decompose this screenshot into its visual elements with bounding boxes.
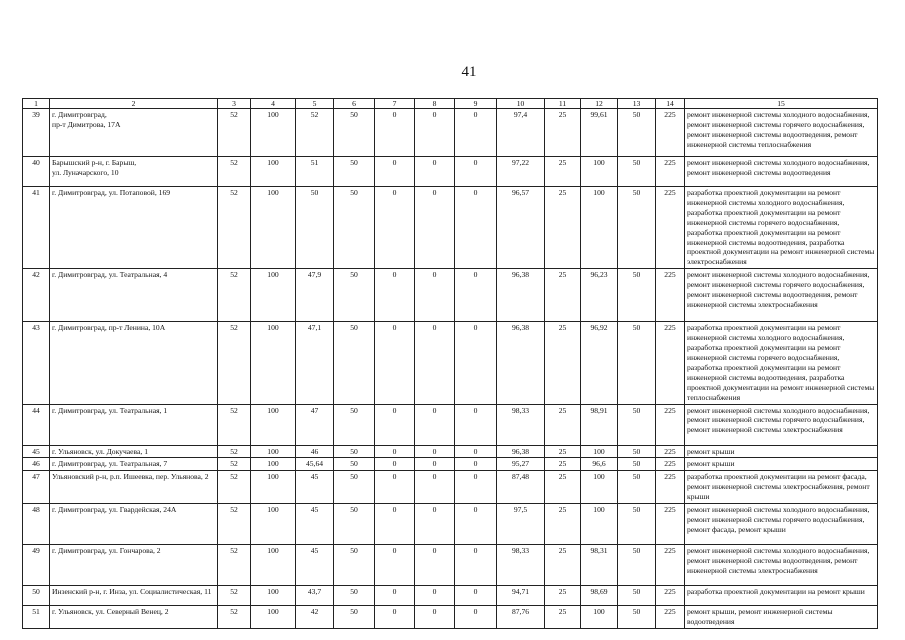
col-6-cell: 50 <box>334 322 375 404</box>
col-5-cell: 47 <box>296 404 334 445</box>
col-7-cell: 0 <box>375 606 415 629</box>
col-6-cell: 50 <box>334 187 375 269</box>
row-number-cell: 42 <box>23 269 50 322</box>
address-cell: г. Димитровград, ул. Гончарова, 2 <box>50 545 218 586</box>
col-4-cell: 100 <box>251 606 296 629</box>
address-cell: г. Димитровград, пр-т Ленина, 10А <box>50 322 218 404</box>
col-8-cell: 0 <box>415 187 455 269</box>
col-13-cell: 50 <box>618 586 656 606</box>
address-cell: Барышский р-н, г. Барыш, ул. Луначарского, 10 <box>50 157 218 187</box>
col-10-cell: 87,48 <box>497 471 545 504</box>
col-12-cell: 100 <box>581 471 618 504</box>
table-row <box>23 109 878 157</box>
table-row <box>23 504 878 545</box>
column-header: 4 <box>251 99 296 109</box>
col-9-cell: 0 <box>455 322 497 404</box>
column-header: 9 <box>455 99 497 109</box>
col-5-cell: 42 <box>296 606 334 629</box>
column-header: 15 <box>685 99 878 109</box>
col-14-cell: 225 <box>656 269 685 322</box>
col-7-cell: 0 <box>375 322 415 404</box>
col-10-cell: 97,22 <box>497 157 545 187</box>
col-7-cell: 0 <box>375 504 415 545</box>
table-row <box>23 545 878 586</box>
col-3-cell: 52 <box>218 109 251 157</box>
col-7-cell: 0 <box>375 404 415 445</box>
col-9-cell: 0 <box>455 187 497 269</box>
col-3-cell: 52 <box>218 606 251 629</box>
col-5-cell: 45,64 <box>296 458 334 471</box>
col-9-cell: 0 <box>455 157 497 187</box>
column-header: 8 <box>415 99 455 109</box>
col-3-cell: 52 <box>218 586 251 606</box>
col-9-cell: 0 <box>455 471 497 504</box>
col-6-cell: 50 <box>334 404 375 445</box>
works-cell: ремонт инженерной системы холодного водоснабжения, ремонт инженерной системы водоотведения <box>685 157 878 187</box>
row-number-cell: 51 <box>23 606 50 629</box>
col-13-cell: 50 <box>618 187 656 269</box>
works-cell: ремонт крыши, ремонт инженерной системы водоотведения <box>685 606 878 629</box>
col-9-cell: 0 <box>455 545 497 586</box>
col-7-cell: 0 <box>375 187 415 269</box>
row-number-cell: 40 <box>23 157 50 187</box>
col-6-cell: 50 <box>334 445 375 458</box>
col-7-cell: 0 <box>375 471 415 504</box>
col-7-cell: 0 <box>375 269 415 322</box>
col-10-cell: 97,4 <box>497 109 545 157</box>
col-8-cell: 0 <box>415 545 455 586</box>
col-4-cell: 100 <box>251 458 296 471</box>
col-11-cell: 25 <box>545 445 581 458</box>
col-4-cell: 100 <box>251 586 296 606</box>
works-cell: ремонт инженерной системы холодного водоснабжения, ремонт инженерной системы горячего водоснабжения, ремонт инженерной системы водоотведения, ремонт инженерной системы электроснабжения <box>685 269 878 322</box>
address-cell: г. Ульяновск, ул. Северный Венец, 2 <box>50 606 218 629</box>
col-11-cell: 25 <box>545 545 581 586</box>
col-8-cell: 0 <box>415 109 455 157</box>
column-header: 10 <box>497 99 545 109</box>
table-row <box>23 187 878 269</box>
table-row <box>23 157 878 187</box>
col-10-cell: 95,27 <box>497 458 545 471</box>
col-13-cell: 50 <box>618 545 656 586</box>
address-cell: г. Димитровград, ул. Театральная, 1 <box>50 404 218 445</box>
col-13-cell: 50 <box>618 322 656 404</box>
works-cell: ремонт инженерной системы холодного водоснабжения, ремонт инженерной системы водоотведения, ремонт инженерной системы электроснабжения <box>685 545 878 586</box>
row-number-cell: 41 <box>23 187 50 269</box>
col-8-cell: 0 <box>415 157 455 187</box>
col-6-cell: 50 <box>334 157 375 187</box>
works-cell: ремонт крыши <box>685 445 878 458</box>
row-number-cell: 43 <box>23 322 50 404</box>
address-cell: Ульяновский р-н, р.п. Ишеевка, пер. Ульянова, 2 <box>50 471 218 504</box>
col-14-cell: 225 <box>656 471 685 504</box>
col-13-cell: 50 <box>618 458 656 471</box>
col-13-cell: 50 <box>618 269 656 322</box>
col-5-cell: 52 <box>296 109 334 157</box>
col-12-cell: 99,61 <box>581 109 618 157</box>
col-12-cell: 100 <box>581 157 618 187</box>
col-11-cell: 25 <box>545 322 581 404</box>
works-cell: ремонт инженерной системы холодного водоснабжения, ремонт инженерной системы горячего водоснабжения, ремонт инженерной системы водоотведения, ремонт инженерной системы теплоснабжения <box>685 109 878 157</box>
col-9-cell: 0 <box>455 404 497 445</box>
works-cell: ремонт инженерной системы холодного водоснабжения, ремонт инженерной системы горячего водоснабжения, ремонт инженерной системы электроснабжения <box>685 404 878 445</box>
address-cell: г. Ульяновск, ул. Докучаева, 1 <box>50 445 218 458</box>
col-4-cell: 100 <box>251 269 296 322</box>
col-4-cell: 100 <box>251 109 296 157</box>
col-11-cell: 25 <box>545 269 581 322</box>
col-9-cell: 0 <box>455 586 497 606</box>
col-3-cell: 52 <box>218 458 251 471</box>
col-3-cell: 52 <box>218 157 251 187</box>
col-14-cell: 225 <box>656 445 685 458</box>
col-14-cell: 225 <box>656 504 685 545</box>
col-3-cell: 52 <box>218 445 251 458</box>
col-7-cell: 0 <box>375 458 415 471</box>
col-13-cell: 50 <box>618 504 656 545</box>
col-10-cell: 98,33 <box>497 404 545 445</box>
col-4-cell: 100 <box>251 157 296 187</box>
col-11-cell: 25 <box>545 458 581 471</box>
col-11-cell: 25 <box>545 471 581 504</box>
col-7-cell: 0 <box>375 157 415 187</box>
table-row <box>23 269 878 322</box>
col-5-cell: 47,1 <box>296 322 334 404</box>
row-number-cell: 49 <box>23 545 50 586</box>
column-header: 6 <box>334 99 375 109</box>
col-10-cell: 96,57 <box>497 187 545 269</box>
row-number-cell: 50 <box>23 586 50 606</box>
works-cell: ремонт инженерной системы холодного водоснабжения, ремонт инженерной системы горячего водоснабжения, ремонт фасада, ремонт крыши <box>685 504 878 545</box>
column-header: 7 <box>375 99 415 109</box>
col-4-cell: 100 <box>251 404 296 445</box>
table-row <box>23 322 878 404</box>
col-9-cell: 0 <box>455 504 497 545</box>
col-4-cell: 100 <box>251 471 296 504</box>
col-7-cell: 0 <box>375 109 415 157</box>
table-row <box>23 445 878 458</box>
row-number-cell: 45 <box>23 445 50 458</box>
col-12-cell: 100 <box>581 187 618 269</box>
col-12-cell: 98,31 <box>581 545 618 586</box>
works-cell: разработка проектной документации на ремонт инженерной системы холодного водоснабжения, разработка проектной документации на ремонт инженерной системы горячего водоснабжения, разработка проектной документации на ремонт инженерной системы водоотведения, разработка проектной документации на ремонт инженерной системы теплоснабжения <box>685 322 878 404</box>
address-cell: Инзенский р-н, г. Инза, ул. Социалистическая, 11 <box>50 586 218 606</box>
col-14-cell: 225 <box>656 187 685 269</box>
col-3-cell: 52 <box>218 322 251 404</box>
col-8-cell: 0 <box>415 504 455 545</box>
col-10-cell: 98,33 <box>497 545 545 586</box>
col-3-cell: 52 <box>218 269 251 322</box>
column-header: 3 <box>218 99 251 109</box>
col-6-cell: 50 <box>334 109 375 157</box>
col-14-cell: 225 <box>656 586 685 606</box>
col-8-cell: 0 <box>415 586 455 606</box>
col-10-cell: 97,5 <box>497 504 545 545</box>
col-4-cell: 100 <box>251 545 296 586</box>
col-13-cell: 50 <box>618 606 656 629</box>
works-cell: ремонт крыши <box>685 458 878 471</box>
address-cell: г. Димитровград, ул. Потаповой, 169 <box>50 187 218 269</box>
address-cell: г. Димитровград, ул. Гвардейская, 24А <box>50 504 218 545</box>
col-8-cell: 0 <box>415 471 455 504</box>
table-row <box>23 458 878 471</box>
col-10-cell: 94,71 <box>497 586 545 606</box>
col-12-cell: 100 <box>581 606 618 629</box>
col-6-cell: 50 <box>334 458 375 471</box>
col-14-cell: 225 <box>656 458 685 471</box>
col-12-cell: 100 <box>581 445 618 458</box>
row-number-cell: 48 <box>23 504 50 545</box>
works-cell: разработка проектной документации на ремонт фасада, ремонт инженерной системы электроснабжения, ремонт крыши <box>685 471 878 504</box>
col-14-cell: 225 <box>656 109 685 157</box>
col-9-cell: 0 <box>455 269 497 322</box>
page-number: 41 <box>461 64 477 80</box>
col-11-cell: 25 <box>545 586 581 606</box>
col-10-cell: 96,38 <box>497 445 545 458</box>
header-row <box>23 99 878 109</box>
col-10-cell: 96,38 <box>497 322 545 404</box>
col-3-cell: 52 <box>218 187 251 269</box>
col-6-cell: 50 <box>334 269 375 322</box>
col-5-cell: 45 <box>296 504 334 545</box>
col-4-cell: 100 <box>251 445 296 458</box>
col-4-cell: 100 <box>251 322 296 404</box>
works-cell: разработка проектной документации на ремонт инженерной системы холодного водоснабжения, разработка проектной документации на ремонт инженерной системы горячего водоснабжения, разработка проектной документации на ремонт инженерной системы водоотведения, разработка проектной документации на ремонт инженерной системы электроснабжения <box>685 187 878 269</box>
col-5-cell: 43,7 <box>296 586 334 606</box>
col-12-cell: 98,91 <box>581 404 618 445</box>
col-12-cell: 96,92 <box>581 322 618 404</box>
table-row <box>23 471 878 504</box>
col-13-cell: 50 <box>618 404 656 445</box>
col-9-cell: 0 <box>455 606 497 629</box>
column-header: 11 <box>545 99 581 109</box>
row-number-cell: 46 <box>23 458 50 471</box>
table-row <box>23 586 878 606</box>
col-6-cell: 50 <box>334 471 375 504</box>
col-5-cell: 46 <box>296 445 334 458</box>
col-11-cell: 25 <box>545 606 581 629</box>
address-cell: г. Димитровград, пр-т Димитрова, 17А <box>50 109 218 157</box>
data-table <box>22 98 878 629</box>
table-row <box>23 606 878 629</box>
col-3-cell: 52 <box>218 545 251 586</box>
col-12-cell: 96,6 <box>581 458 618 471</box>
col-9-cell: 0 <box>455 445 497 458</box>
column-header: 1 <box>23 99 50 109</box>
col-6-cell: 50 <box>334 606 375 629</box>
col-7-cell: 0 <box>375 586 415 606</box>
col-11-cell: 25 <box>545 404 581 445</box>
col-3-cell: 52 <box>218 471 251 504</box>
col-11-cell: 25 <box>545 157 581 187</box>
column-header: 12 <box>581 99 618 109</box>
col-5-cell: 51 <box>296 157 334 187</box>
col-6-cell: 50 <box>334 586 375 606</box>
col-4-cell: 100 <box>251 504 296 545</box>
column-header: 14 <box>656 99 685 109</box>
row-number-cell: 39 <box>23 109 50 157</box>
col-14-cell: 225 <box>656 545 685 586</box>
col-13-cell: 50 <box>618 109 656 157</box>
col-8-cell: 0 <box>415 606 455 629</box>
col-10-cell: 87,76 <box>497 606 545 629</box>
col-8-cell: 0 <box>415 404 455 445</box>
col-11-cell: 25 <box>545 187 581 269</box>
col-13-cell: 50 <box>618 445 656 458</box>
col-5-cell: 45 <box>296 471 334 504</box>
col-14-cell: 225 <box>656 322 685 404</box>
works-cell: разработка проектной документации на ремонт крыши <box>685 586 878 606</box>
col-5-cell: 50 <box>296 187 334 269</box>
address-cell: г. Димитровград, ул. Театральная, 4 <box>50 269 218 322</box>
col-8-cell: 0 <box>415 445 455 458</box>
col-4-cell: 100 <box>251 187 296 269</box>
col-6-cell: 50 <box>334 504 375 545</box>
column-header: 13 <box>618 99 656 109</box>
table-row <box>23 404 878 445</box>
col-5-cell: 45 <box>296 545 334 586</box>
col-13-cell: 50 <box>618 157 656 187</box>
row-number-cell: 44 <box>23 404 50 445</box>
col-9-cell: 0 <box>455 458 497 471</box>
col-8-cell: 0 <box>415 322 455 404</box>
col-3-cell: 52 <box>218 504 251 545</box>
column-header: 2 <box>50 99 218 109</box>
col-5-cell: 47,9 <box>296 269 334 322</box>
col-8-cell: 0 <box>415 269 455 322</box>
col-9-cell: 0 <box>455 109 497 157</box>
col-10-cell: 96,38 <box>497 269 545 322</box>
col-11-cell: 25 <box>545 504 581 545</box>
row-number-cell: 47 <box>23 471 50 504</box>
col-6-cell: 50 <box>334 545 375 586</box>
col-13-cell: 50 <box>618 471 656 504</box>
col-14-cell: 225 <box>656 404 685 445</box>
col-12-cell: 100 <box>581 504 618 545</box>
col-12-cell: 98,69 <box>581 586 618 606</box>
col-12-cell: 96,23 <box>581 269 618 322</box>
address-cell: г. Димитровград, ул. Театральная, 7 <box>50 458 218 471</box>
col-8-cell: 0 <box>415 458 455 471</box>
column-header: 5 <box>296 99 334 109</box>
col-14-cell: 225 <box>656 606 685 629</box>
col-11-cell: 25 <box>545 109 581 157</box>
col-7-cell: 0 <box>375 445 415 458</box>
col-3-cell: 52 <box>218 404 251 445</box>
col-14-cell: 225 <box>656 157 685 187</box>
col-7-cell: 0 <box>375 545 415 586</box>
